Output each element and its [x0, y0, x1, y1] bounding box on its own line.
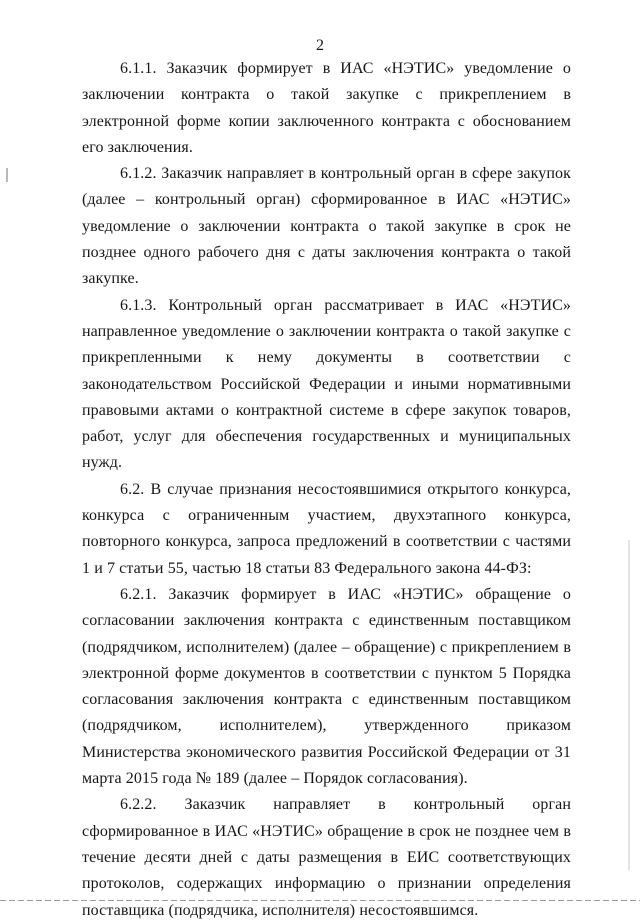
page-number: 2	[316, 37, 324, 54]
right-scan-mark	[628, 540, 630, 870]
paragraph-6-2: 6.2. В случае признания несостоявшимися открытого конкурса, конкурса с ограниченным участием, двухэтапного конкурса, повторного конкурса, запроса предложений в соответствии с частями 1 и 7 статьи 55, частью 18 статьи 83 Федерального закона 44-ФЗ:	[82, 480, 571, 577]
document-body	[82, 56, 571, 924]
paragraph-6-2-1: 6.2.1. Заказчик формирует в ИАС «НЭТИС» обращение о согласовании заключения контракта с единственным поставщиком (подрядчиком, исполнителем) (далее – обращение) с прикреплением в электронной форме документов в соответствии с пунктом 5 Порядка согласования заключения контракта с единственным поставщиком (подрядчиком, исполнителем), утвержденного приказом Министерства экономического развития Российской Федерации от 31 марта 2015 года № 189 (далее – Порядок согласования).	[82, 585, 571, 788]
paragraph-6-1-3: 6.1.3. Контрольный орган рассматривает в ИАС «НЭТИС» направленное уведомление о заключении контракта о такой закупке с прикрепленными к нему документы в соответствии с законодательством Российской Федерации и иными нормативными правовыми актами о контрактной системе в сфере закупок товаров, работ, услуг для обеспечения государственных и муниципальных нужд.	[82, 296, 571, 472]
paragraph-6-1-2: 6.1.2. Заказчик направляет в контрольный орган в сфере закупок (далее – контрольный орган) сформированное в ИАС «НЭТИС» уведомление о заключении контракта о такой закупке в срок не позднее одного рабочего дня с даты заключения контракта о такой закупке.	[82, 165, 571, 288]
left-scan-mark	[6, 168, 8, 182]
bottom-scan-line	[0, 900, 640, 901]
paragraph-6-2-2: 6.2.2. Заказчик направляет в контрольный орган сформированное в ИАС «НЭТИС» обращение в срок не позднее чем в течение десяти дней с даты размещения в ЕИС соответствующих протоколов, содержащих информацию о признании определения поставщика (подрядчика, исполнителя) несостоявшимся.	[82, 796, 571, 919]
paragraph-6-1-1: 6.1.1. Заказчик формирует в ИАС «НЭТИС» уведомление о заключении контракта о такой закупке с прикреплением в электронной форме копии заключенного контракта с обоснованием его заключения.	[82, 60, 571, 156]
